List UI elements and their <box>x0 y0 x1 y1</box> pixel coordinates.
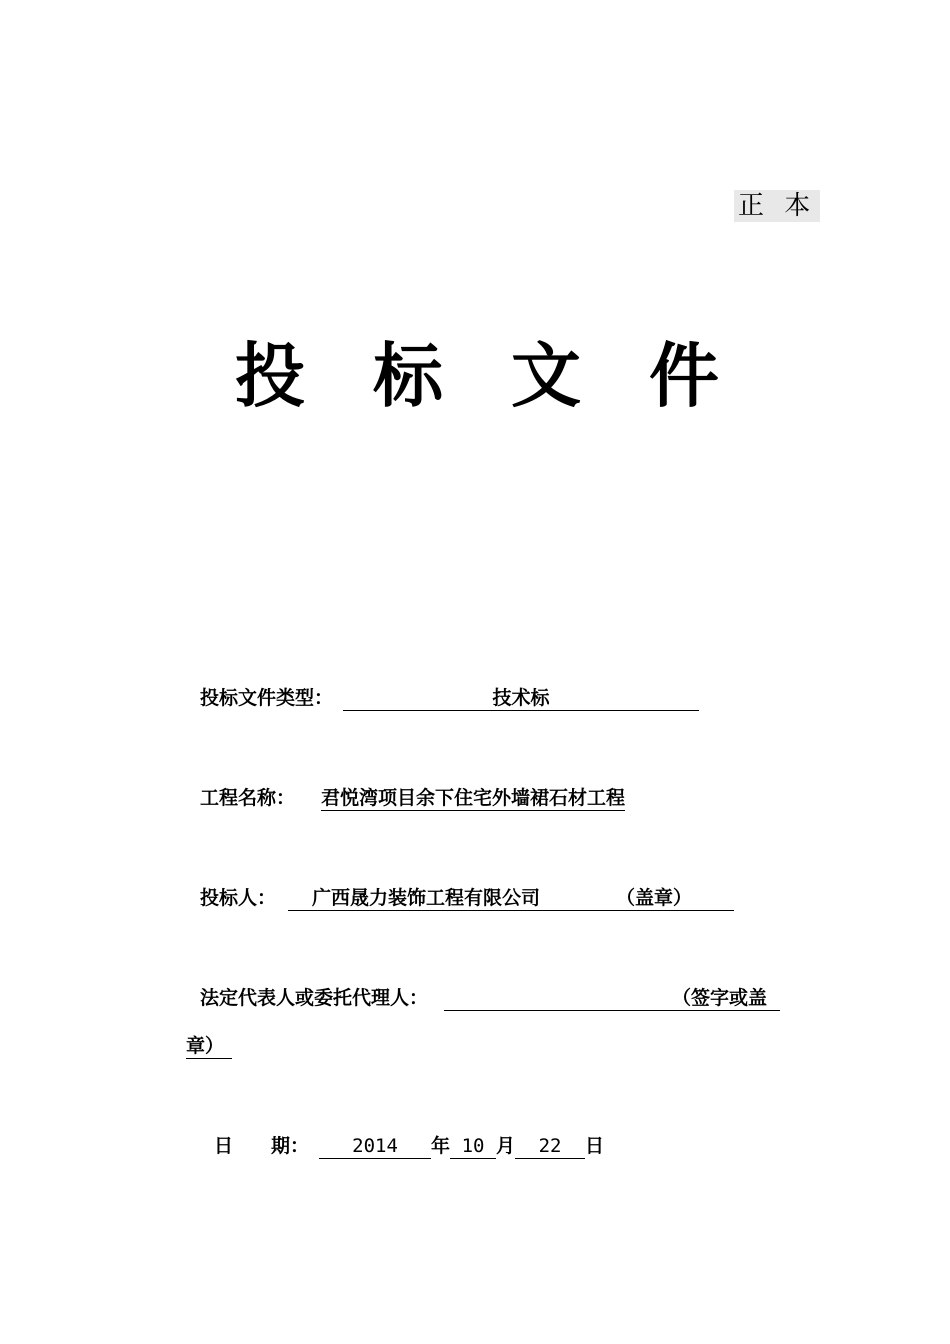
document-type-label: 投标文件类型： <box>200 687 334 709</box>
date-day-unit: 日 <box>585 1135 605 1157</box>
date-year: 2014 <box>319 1134 431 1159</box>
document-title: 投标文件 <box>235 334 787 417</box>
bidder-seal-note: （盖章） <box>616 887 693 909</box>
document-type-value: 技术标 <box>343 686 699 711</box>
legal-representative-row <box>200 986 780 1011</box>
legal-representative-sign-note: （签字或盖 <box>672 987 768 1009</box>
project-name-row <box>200 786 625 811</box>
document-type-row <box>200 686 699 711</box>
bidder-label: 投标人： <box>200 887 277 909</box>
date-day: 22 <box>515 1134 585 1159</box>
project-name-value: 君悦湾项目余下住宅外墙裙石材工程 <box>321 787 626 809</box>
project-name-label: 工程名称： <box>200 787 296 809</box>
bidder-value: 广西晟力装饰工程有限公司 <box>312 887 541 909</box>
legal-representative-underline <box>444 986 780 1011</box>
date-row <box>214 1134 604 1159</box>
legal-representative-sign-note-cont: 章） <box>186 1034 232 1059</box>
date-month-unit: 月 <box>496 1135 516 1157</box>
original-copy-badge: 正 本 <box>734 190 820 222</box>
date-label: 日 期： <box>214 1135 310 1157</box>
legal-representative-label: 法定代表人或委托代理人： <box>200 987 429 1009</box>
bidder-row <box>200 886 734 911</box>
date-month: 10 <box>450 1134 496 1159</box>
date-year-unit: 年 <box>431 1135 451 1157</box>
bidder-underline <box>288 886 734 911</box>
legal-representative-row-cont <box>186 1034 232 1059</box>
